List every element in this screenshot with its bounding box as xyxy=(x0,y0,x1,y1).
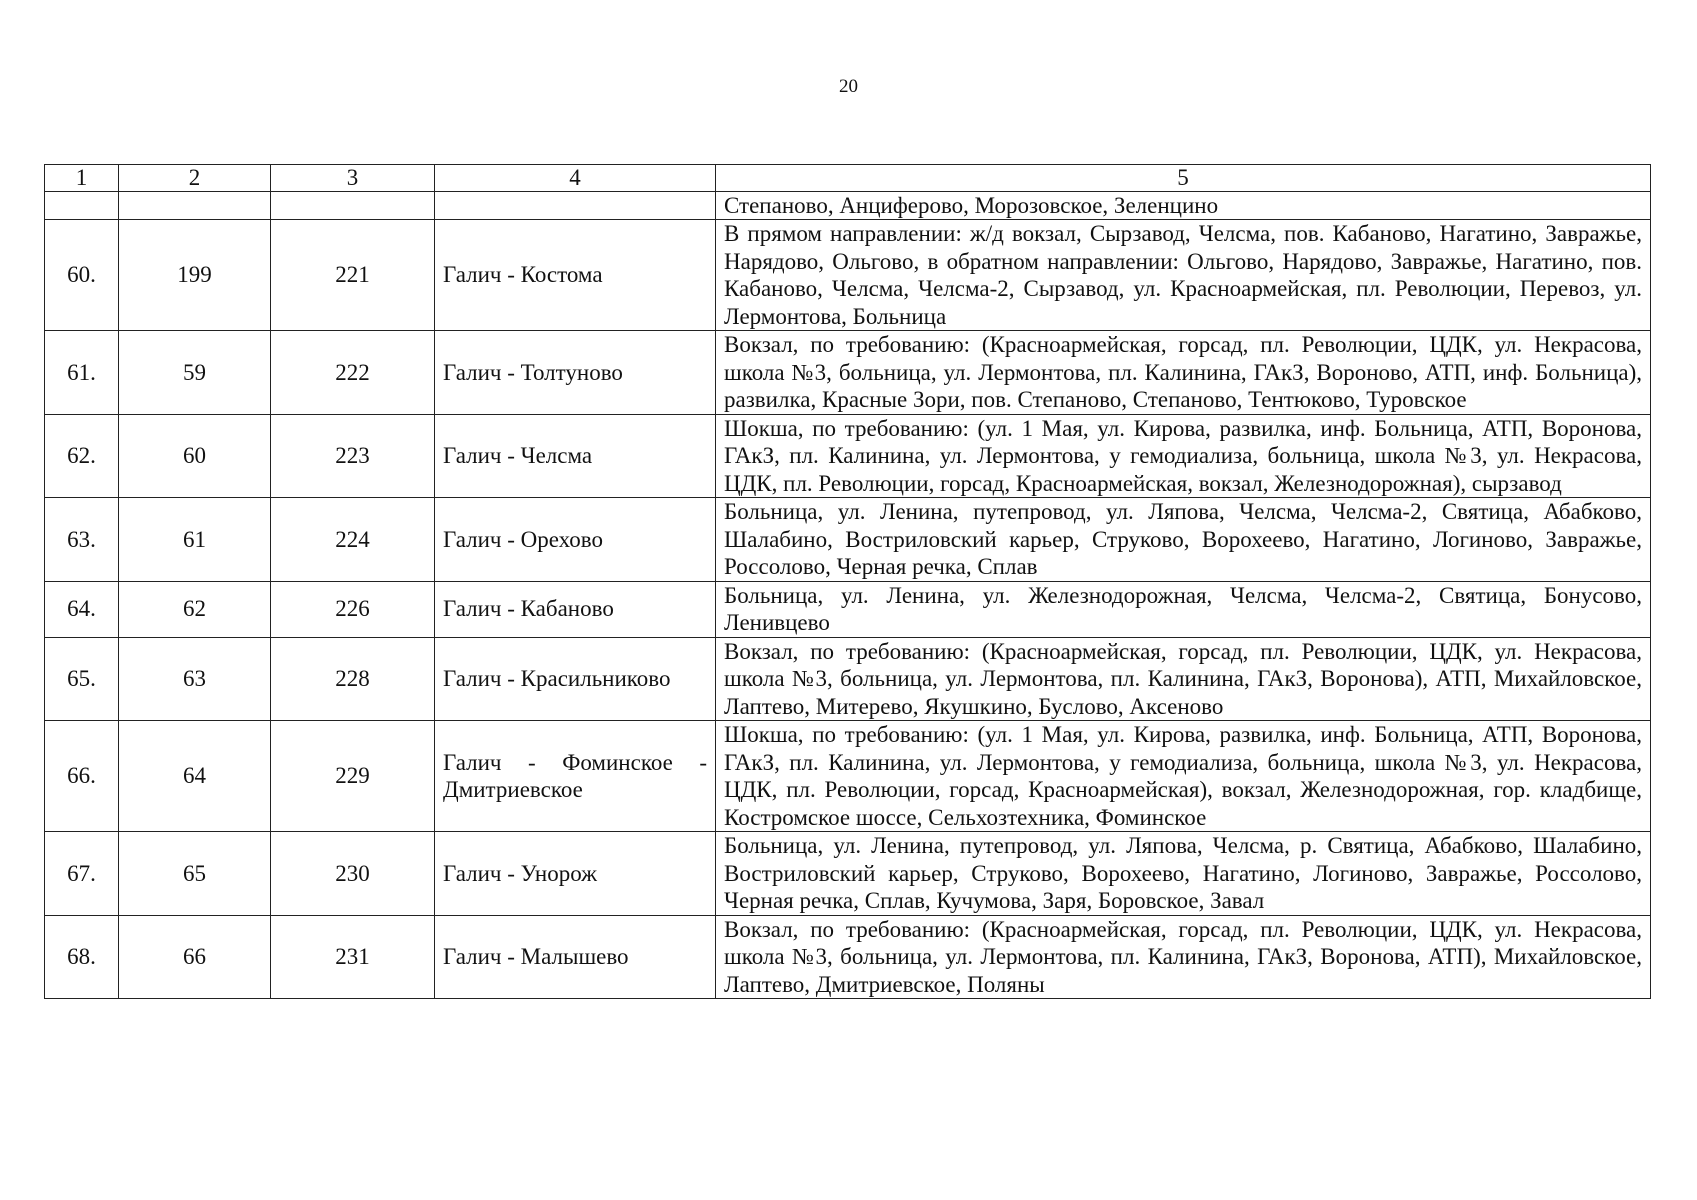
column-header-3: 3 xyxy=(271,165,435,192)
table-row xyxy=(45,637,1651,721)
row-number: 67. xyxy=(45,832,119,916)
column-3-value: 231 xyxy=(271,915,435,999)
row-number: 66. xyxy=(45,721,119,832)
row-number: 61. xyxy=(45,331,119,415)
empty-cell xyxy=(435,192,716,220)
column-3-value: 229 xyxy=(271,721,435,832)
stops-cell: Вокзал, по требованию: (Красноармейская, горсад, пл. Революции, ЦДК, ул. Некрасова, школа №3, больница, ул. Лермонтова, пл. Калинина, ГАкЗ, Воронова, АТП), Михайловское, Лаптево, Дмитриевское, Поляны xyxy=(716,915,1651,999)
page-number: 20 xyxy=(839,76,858,97)
column-2-value: 64 xyxy=(119,721,271,832)
table-row xyxy=(45,220,1651,331)
route-name: Галич - Орехово xyxy=(435,498,716,582)
column-2-value: 59 xyxy=(119,331,271,415)
row-number: 63. xyxy=(45,498,119,582)
column-header-4: 4 xyxy=(435,165,716,192)
column-2-value: 61 xyxy=(119,498,271,582)
stops-cell: Больница, ул. Ленина, ул. Железнодорожная, Челсма, Челсма-2, Святица, Бонусово, Ленивцево xyxy=(716,581,1651,637)
row-number: 64. xyxy=(45,581,119,637)
routes-table xyxy=(44,164,1651,999)
stops-cell: Больница, ул. Ленина, путепровод, ул. Ляпова, Челсма, Челсма-2, Святица, Абабково, Шалабино, Востриловский карьер, Струково, Ворохеево, Нагатино, Логиново, Завражье, Россолово, Черная речка, Сплав xyxy=(716,498,1651,582)
column-3-value: 223 xyxy=(271,414,435,498)
row-number: 62. xyxy=(45,414,119,498)
route-name: Галич - Челсма xyxy=(435,414,716,498)
stops-cell: В прямом направлении: ж/д вокзал, Сырзавод, Челсма, пов. Кабаново, Нагатино, Завражье, Нарядово, Ольгово, в обратном направлении: Ольгово, Нарядово, Завражье, Нагатино, пов. Кабаново, Челсма, Челсма-2, Сырзавод, ул. Красноармейская, пл. Революции, Перевоз, ул. Лермонтова, Больница xyxy=(716,220,1651,331)
table-row xyxy=(45,581,1651,637)
column-3-value: 224 xyxy=(271,498,435,582)
row-number: 65. xyxy=(45,637,119,721)
route-name: Галич - Толтуново xyxy=(435,331,716,415)
table-row xyxy=(45,414,1651,498)
route-name: Галич - Красильниково xyxy=(435,637,716,721)
route-name: Галич - Кабаново xyxy=(435,581,716,637)
column-2-value: 66 xyxy=(119,915,271,999)
stops-cell: Шокша, по требованию: (ул. 1 Мая, ул. Кирова, развилка, инф. Больница, АТП, Воронова, ГАкЗ, пл. Калинина, ул. Лермонтова, у гемодиализа, больница, школа №3, ул. Некрасова, ЦДК, пл. Революции, горсад, Красноармейская), вокзал, Железнодорожная, гор. кладбище, Костромское шоссе, Сельхозтехника, Фоминское xyxy=(716,721,1651,832)
row-number: 68. xyxy=(45,915,119,999)
stops-cell: Степаново, Анциферово, Морозовское, Зеленцино xyxy=(716,192,1651,220)
column-3-value: 222 xyxy=(271,331,435,415)
stops-cell: Вокзал, по требованию: (Красноармейская, горсад, пл. Революции, ЦДК, ул. Некрасова, школа №3, больница, ул. Лермонтова, пл. Калинина, ГАкЗ, Воронова), АТП, Михайловское, Лаптево, Митерево, Якушкино, Буслово, Аксеново xyxy=(716,637,1651,721)
column-2-value: 199 xyxy=(119,220,271,331)
column-2-value: 65 xyxy=(119,832,271,916)
column-header-5: 5 xyxy=(716,165,1651,192)
route-name: Галич - Малышево xyxy=(435,915,716,999)
table-row xyxy=(45,721,1651,832)
route-name: Галич - Унорож xyxy=(435,832,716,916)
column-3-value: 226 xyxy=(271,581,435,637)
empty-cell xyxy=(45,192,119,220)
column-3-value: 230 xyxy=(271,832,435,916)
column-2-value: 63 xyxy=(119,637,271,721)
column-2-value: 62 xyxy=(119,581,271,637)
route-name: Галич - Фоминское - Дмитриевское xyxy=(435,721,716,832)
table-row xyxy=(45,498,1651,582)
stops-cell: Вокзал, по требованию: (Красноармейская, горсад, пл. Революции, ЦДК, ул. Некрасова, школа №3, больница, ул. Лермонтова, пл. Калинина, ГАкЗ, Вороново, АТП, инф. Больница), развилка, Красные Зори, пов. Степаново, Степаново, Тентюково, Туровское xyxy=(716,331,1651,415)
column-3-value: 228 xyxy=(271,637,435,721)
empty-cell xyxy=(271,192,435,220)
column-header-2: 2 xyxy=(119,165,271,192)
column-header-1: 1 xyxy=(45,165,119,192)
table-row xyxy=(45,915,1651,999)
continuation-row xyxy=(45,192,1651,220)
route-name: Галич - Костома xyxy=(435,220,716,331)
column-2-value: 60 xyxy=(119,414,271,498)
header-row xyxy=(45,165,1651,192)
row-number: 60. xyxy=(45,220,119,331)
stops-cell: Больница, ул. Ленина, путепровод, ул. Ляпова, Челсма, р. Святица, Абабково, Шалабино, Востриловский карьер, Струково, Ворохеево, Нагатино, Логиново, Завражье, Россолово, Черная речка, Сплав, Кучумова, Заря, Боровское, Завал xyxy=(716,832,1651,916)
stops-cell: Шокша, по требованию: (ул. 1 Мая, ул. Кирова, развилка, инф. Больница, АТП, Воронова, ГАкЗ, пл. Калинина, ул. Лермонтова, у гемодиализа, больница, школа №3, ул. Некрасова, ЦДК, пл. Революции, горсад, Красноармейская, вокзал, Железнодорожная), сырзавод xyxy=(716,414,1651,498)
column-3-value: 221 xyxy=(271,220,435,331)
empty-cell xyxy=(119,192,271,220)
table-row xyxy=(45,331,1651,415)
table-row xyxy=(45,832,1651,916)
